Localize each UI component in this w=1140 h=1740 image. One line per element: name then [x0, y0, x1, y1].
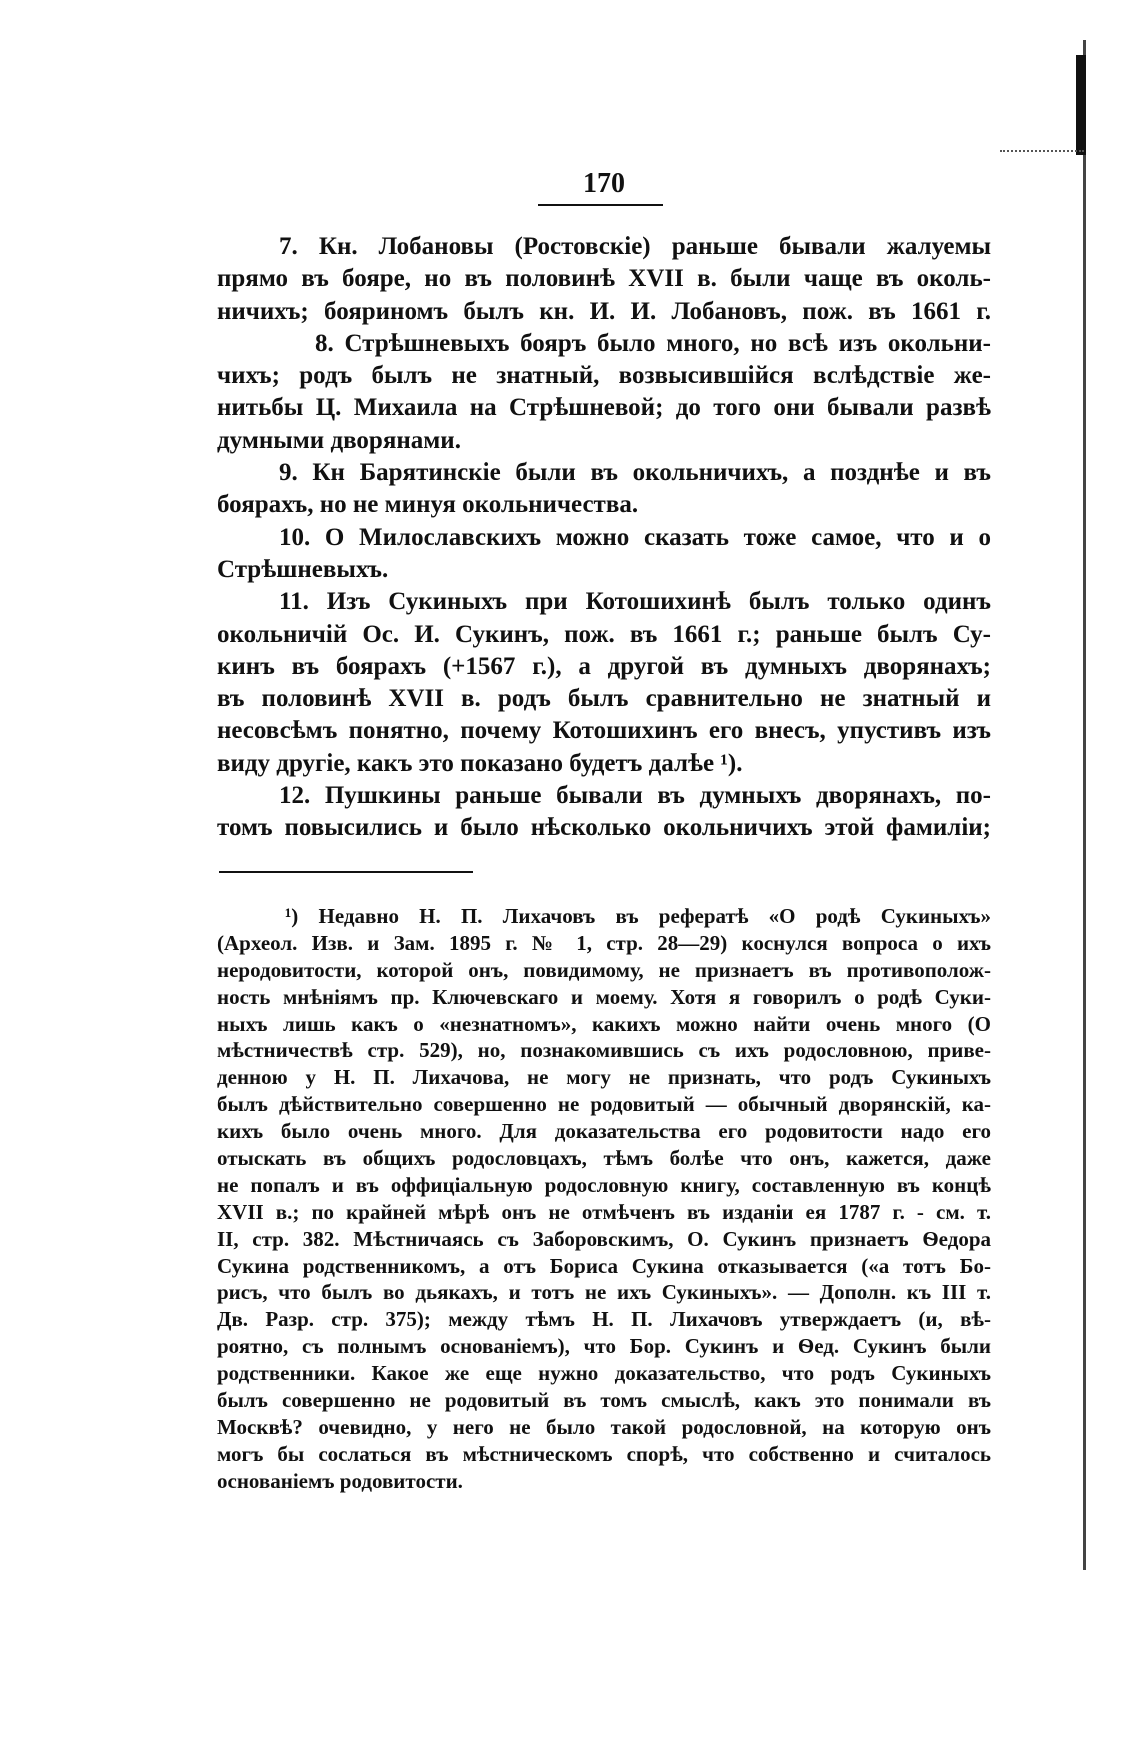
footnote-line: (Археол. Изв. и Зам. 1895 г. № 1, стр. 28—29) коснулся вопроса о ихъ	[217, 930, 991, 955]
footnote-line: Сукина родственникомъ, а отъ Бориса Сукина отказывается («а тотъ Бо-	[217, 1253, 991, 1278]
page-edge-shadow	[1083, 40, 1086, 1570]
text-line: Стрѣшневыхъ.	[217, 555, 389, 583]
footnote-line: могъ бы сослаться въ мѣстническомъ спорѣ, что собственно и считалось	[217, 1441, 991, 1466]
footnote-separator	[219, 871, 473, 873]
text-line: окольничій Ос. И. Сукинъ, пож. въ 1661 г.; раньше былъ Су-	[217, 620, 991, 648]
footnote-line: рисъ, что былъ во дьякахъ, и тотъ не ихъ Сукиныхъ». — Дополн. къ III т.	[217, 1280, 991, 1305]
page-number-rule	[538, 204, 663, 206]
footnote-line: Москвѣ? очевидно, у него не было такой родословной, на которую онъ	[217, 1414, 991, 1439]
footnote-line: XVII в.; по крайней мѣрѣ онъ не отмѣченъ въ изданіи ея 1787 г. - см. т.	[217, 1199, 991, 1224]
text-line: боярахъ, но не минуя окольничества.	[217, 491, 639, 519]
text-line: прямо въ бояре, но въ половинѣ XVII в. были чаще въ околь-	[217, 265, 991, 293]
text-line: нитьбы Ц. Михаила на Стрѣшневой; до того они бывали развѣ	[217, 394, 991, 422]
footnote-line: ¹) Недавно Н. П. Лихачовъ въ рефератѣ «О родѣ Сукиныхъ»	[285, 904, 991, 928]
footnote-line: основаніемъ родовитости.	[217, 1468, 463, 1493]
text-line: кинъ въ боярахъ (+1567 г.), а другой въ думныхъ дворянахъ;	[217, 652, 991, 680]
text-line: 12. Пушкины раньше бывали въ думныхъ дворянахъ, по-	[279, 782, 991, 810]
footnote-line: не попалъ и въ оффиціальную родословную книгу, составленную въ концѣ	[217, 1172, 991, 1197]
footnote-line: роятно, съ полнымъ основаніемъ), что Бор. Сукинъ и Ѳед. Сукинъ были	[217, 1334, 991, 1359]
scan-noise-dots	[1000, 150, 1084, 152]
text-line: 10. О Милославскихъ можно сказать тоже самое, что и о	[279, 523, 991, 551]
footnote-line: отыскать въ общихъ родословцахъ, тѣмъ болѣе что онъ, кажется, даже	[217, 1146, 991, 1171]
footnote-line: кихъ было очень много. Для доказательства его родовитости надо его	[217, 1119, 991, 1144]
text-line: 7. Кн. Лобановы (Ростовскіе) раньше бывали жалуемы	[279, 233, 991, 260]
footnote-line: денною у Н. П. Лихачова, не могу не признать, что родъ Сукиныхъ	[217, 1065, 991, 1090]
text-line: томъ повысились и было нѣсколько окольничихъ этой фамиліи;	[217, 814, 991, 842]
footnote-line: родственники. Какое же еще нужно доказательство, что родъ Сукиныхъ	[217, 1361, 991, 1386]
footnote-line: II, стр. 382. Мѣстничаясь съ Заборовскимъ, О. Сукинъ признаетъ Ѳедора	[217, 1226, 991, 1251]
text-line: несовсѣмъ понятно, почему Котошихинъ его внесъ, упустивъ изъ	[217, 717, 991, 745]
text-line: думными дворянами.	[217, 426, 461, 454]
footnote-line: былъ совершенно не родовитый въ томъ смыслѣ, какъ это понимали въ	[217, 1388, 991, 1413]
footnote-line: Дв. Разр. стр. 375); между тѣмъ Н. П. Лихачовъ утверждаетъ (и, вѣ-	[217, 1307, 991, 1332]
text-line: чихъ; родъ былъ не знатный, возвысившійся вслѣдствіе же-	[217, 362, 991, 390]
text-line: 8. Стрѣшневыхъ бояръ было много, но всѣ изъ окольни-	[315, 329, 991, 357]
page-number: 170	[583, 168, 625, 199]
text-line: въ половинѣ XVII в. родъ былъ сравнительно не знатный и	[217, 685, 991, 713]
footnote-line: мѣстничествѣ стр. 529), но, познакомившись съ ихъ родословною, приве-	[217, 1038, 991, 1063]
text-line: 11. Изъ Сукиныхъ при Котошихинѣ былъ только одинъ	[279, 588, 991, 616]
footnote-line: ность мнѣніямъ пр. Ключевскаго и моему. Хотя я говорилъ о родѣ Суки-	[217, 984, 991, 1009]
main-text	[217, 231, 991, 845]
footnote	[217, 903, 991, 1495]
text-line: 9. Кн Барятинскіе были въ окольничихъ, а позднѣе и въ	[279, 459, 991, 487]
text-line: виду другіе, какъ это показано будетъ далѣе ¹).	[217, 749, 743, 777]
page-edge-mark	[1076, 55, 1086, 155]
footnote-line: ныхъ лишь какъ о «незнатномъ», какихъ можно найти очень много (О	[217, 1011, 991, 1036]
footnote-line: былъ дѣйствительно совершенно не родовитый — обычный дворянскій, ка-	[217, 1092, 991, 1117]
footnote-line: неродовитости, которой онъ, повидимому, не признаетъ въ противополож-	[217, 957, 991, 982]
text-line: ничихъ; бояриномъ былъ кн. И. И. Лобановъ, пож. въ 1661 г.	[217, 297, 991, 325]
